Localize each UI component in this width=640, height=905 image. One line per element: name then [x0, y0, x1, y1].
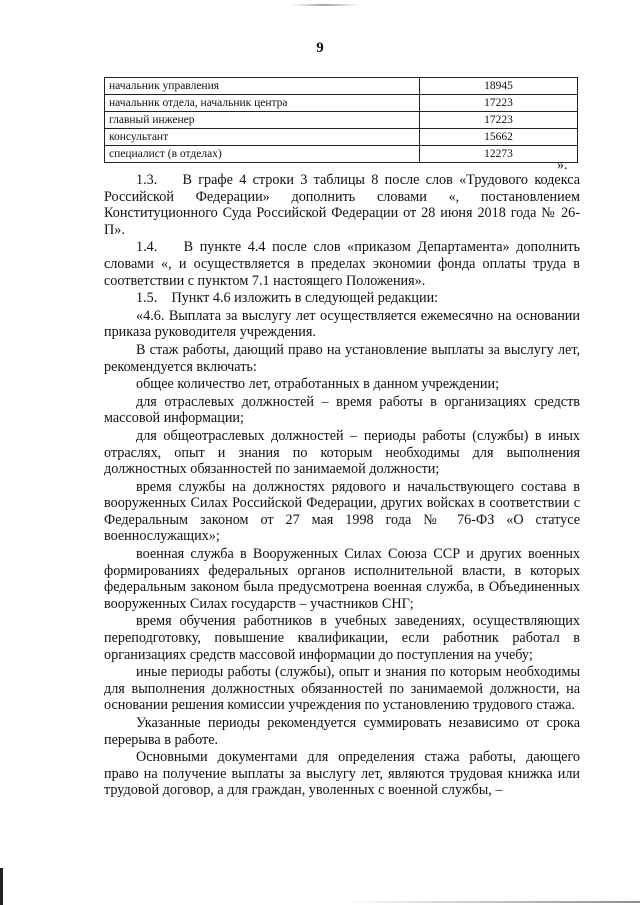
paragraph-4-6: «4.6. Выплата за выслугу лет осуществляется ежемесячно на основании приказа руководителя учреждения. — [104, 307, 580, 341]
table-cell-value: 15662 — [420, 129, 578, 146]
paragraph-summation: Указанные периоды рекомендуется суммировать независимо от срока перерыва в работе. — [104, 715, 580, 748]
table-cell-position: начальник управления — [105, 78, 420, 95]
scan-artifact-top — [290, 4, 360, 6]
table-cell-value: 12273 — [420, 146, 578, 163]
table-cell-value: 18945 — [420, 78, 578, 95]
paragraph-1-4: 1.4. В пункте 4.4 после слов «приказом Департамента» дополнить словами «, и осуществляется в пределах экономии фонда оплаты труда в соответствии с пунктом 7.1 настоящего Положения». — [104, 239, 580, 289]
scan-artifact-bottom-edge — [340, 901, 640, 903]
paragraph-list-item: военная служба в Вооруженных Силах Союза ССР и других военных формированиях федеральных органов исполнительной власти, в которых федеральным законом была предусмотрена военная служба, в Объединенных вооруженных Силах государств – участников СНГ; — [104, 546, 580, 612]
table-cell-value: 17223 — [420, 95, 578, 112]
paragraph-list-item: для общеотраслевых должностей – периоды работы (службы) в иных отраслях, опыт и знания по которым необходимы для выполнения должностных обязанностей по занимаемой должности; — [104, 427, 580, 478]
table-cell-value: 17223 — [420, 112, 578, 129]
table-row — [105, 78, 578, 95]
body-text — [104, 172, 580, 800]
paragraph-1-3: 1.3. В графе 4 строки 3 таблицы 8 после слов «Трудового кодекса Российской Федерации» дополнить словами «, постановлением Конституционного Суда Российской Федерации от 28 июня 2018 года № 26-П». — [104, 172, 580, 238]
paragraph-list-item: время обучения работников в учебных заведениях, осуществляющих переподготовку, повышение квалификации, если работник работал в организациях средств массовой информации до поступления на учебу; — [104, 613, 580, 663]
table-cell-position: консультант — [105, 129, 420, 146]
paragraph-list-item: время службы на должностях рядового и начальствующего состава в вооруженных Силах Российской Федерации, других войсках в соответствии с Федеральным законом от 27 мая 1998 года № 76-ФЗ «О статусе военнослужащих»; — [104, 478, 580, 545]
table-row — [105, 95, 578, 112]
table-closing-mark: ». — [557, 158, 568, 173]
table-cell-position: главный инженер — [105, 112, 420, 129]
page-number: 9 — [316, 40, 324, 56]
table-cell-position: специалист (в отделах) — [105, 146, 420, 163]
scan-artifact-left-edge — [0, 868, 3, 905]
table-row — [105, 112, 578, 129]
salary-table — [104, 77, 578, 163]
paragraph-list-item: иные периоды работы (службы), опыт и знания по которым необходимы для выполнения должностных обязанностей по занимаемой должности, на основании решения комиссии учреждения по установлению трудового стажа. — [104, 664, 580, 714]
paragraph-stazh-intro: В стаж работы, дающий право на установление выплаты за выслугу лет, рекомендуется включать: — [104, 341, 580, 375]
paragraph-documents: Основными документами для определения стажа работы, дающего право на получение выплаты за выслугу лет, являются трудовая книжка или трудовой договор, а для граждан, уволенных с военной службы, – — [104, 749, 580, 799]
paragraph-1-5: 1.5. Пункт 4.6 изложить в следующей редакции: — [136, 290, 439, 307]
table-row — [105, 129, 578, 146]
paragraph-list-item: общее количество лет, отработанных в данном учреждении; — [136, 376, 500, 393]
table-row — [105, 146, 578, 163]
paragraph-list-item: для отраслевых должностей – время работы в организациях средств массовой информации; — [104, 393, 580, 427]
table-cell-position: начальник отдела, начальник центра — [105, 95, 420, 112]
